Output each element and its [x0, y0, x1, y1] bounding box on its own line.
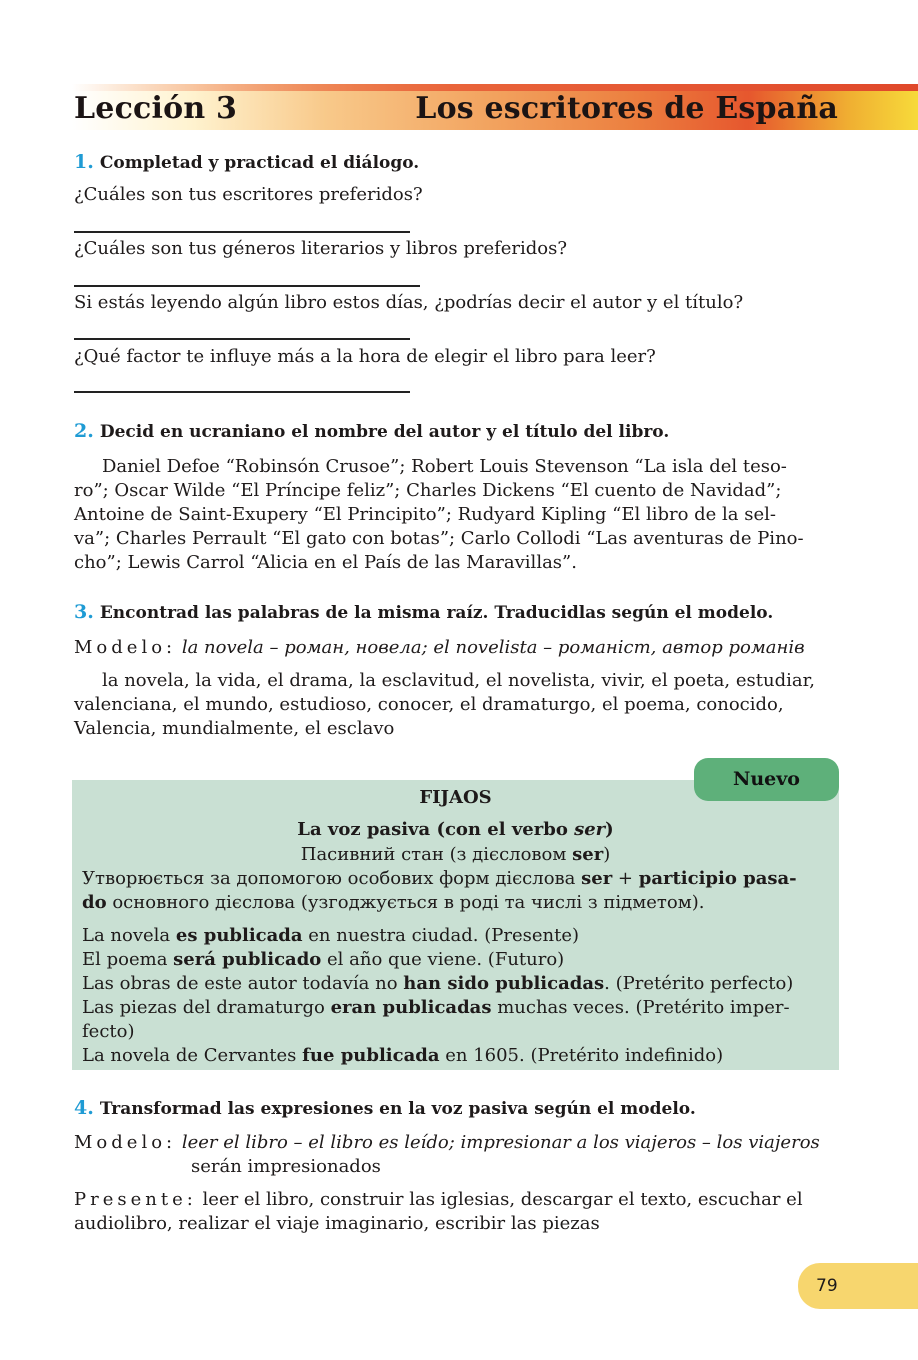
answer-line-1[interactable]: [74, 231, 410, 233]
subtitle-text: La voz pasiva (con el verbo: [297, 819, 575, 840]
example-passive: eran publicadas: [330, 997, 492, 1018]
rule-verb: ser: [581, 868, 613, 889]
exercise-number: 3.: [74, 601, 94, 623]
uk-verb: ser: [572, 844, 604, 865]
lesson-title: Los escritores de España: [415, 91, 838, 126]
uk-text-end: ): [603, 844, 611, 865]
model-continuation: serán impresionados: [191, 1156, 381, 1177]
example-line: [82, 924, 830, 948]
exercise-title: Decid en ucraniano el nombre del autor y el título del libro.: [99, 422, 670, 442]
paragraph-line: ro”; Oscar Wilde “El Príncipe feliz”; Charles Dickens “El cuento de Navidad”;: [74, 480, 782, 501]
paragraph-line: Antoine de Saint-Exupery “El Principito”; Rudyard Kipling “El libro de la sel-: [74, 504, 776, 525]
words-paragraph: [74, 669, 839, 741]
example-line: [82, 972, 830, 996]
paragraph-line: va”; Charles Perrault “El gato con botas”; Carlo Collodi “Las aventuras de Pino-: [74, 528, 804, 549]
answer-line-3[interactable]: [74, 338, 410, 340]
question-2: ¿Cuáles son tus géneros literarios y libros preferidos?: [74, 238, 568, 259]
example-text: el año que viene. (Futuro): [321, 949, 565, 970]
exercise-number: 2.: [74, 420, 94, 442]
uk-text: Пасивний стан (з дієсловом: [300, 844, 573, 865]
exercise-title: Transformad las expresiones en la voz pasiva según el modelo.: [99, 1099, 696, 1119]
paragraph-line: la novela, la vida, el drama, la esclavitud, el novelista, vivir, el poeta, estudiar,: [102, 670, 815, 691]
answer-line-4[interactable]: [74, 391, 410, 393]
example-text: Las piezas del dramaturgo: [82, 997, 331, 1018]
box-subtitle-uk: [72, 843, 839, 867]
example-line: [82, 996, 830, 1020]
exercise-title: Encontrad las palabras de la misma raíz. Traducidlas según el modelo.: [99, 603, 774, 623]
box-heading: FIJAOS: [419, 787, 492, 808]
rule-text: основного дієслова (узгоджується в роді та числі з підметом).: [106, 892, 705, 913]
example-text: fecto): [82, 1021, 135, 1042]
example-text: El poema: [82, 949, 174, 970]
exercise-title: Completad y practicad el diálogo.: [99, 153, 420, 173]
example-text: . (Pretérito perfecto): [604, 973, 794, 994]
exercise-number: 4.: [74, 1097, 94, 1119]
example-passive: es publicada: [175, 925, 303, 946]
model-example-3: [74, 636, 839, 660]
example-text: Las obras de este autor todavía no: [82, 973, 404, 994]
model-text: la novela – роман, новела; el novelista – романіст, автор романів: [181, 637, 805, 658]
page-number: 79: [816, 1276, 838, 1296]
paragraph-line: Daniel Defoe “Robinsón Crusoe”; Robert Louis Stevenson “La isla del teso-: [102, 456, 787, 477]
exercise-number: 1.: [74, 151, 94, 173]
example-passive: fue publicada: [302, 1045, 440, 1066]
example-text: muchas veces. (Pretérito imper-: [491, 997, 790, 1018]
model-label: Modelo:: [74, 1132, 177, 1153]
present-line: [74, 1188, 839, 1212]
rule-line-1: [82, 867, 830, 891]
question-4: ¿Qué factor te influye más a la hora de elegir el libro para leer?: [74, 346, 656, 367]
present-label: Presente:: [74, 1189, 197, 1210]
rule-participle-end: do: [82, 892, 107, 913]
lesson-number: Lección 3: [74, 91, 238, 126]
example-line: [82, 1020, 830, 1044]
model-example-4: [74, 1131, 839, 1155]
rule-text: Утворюється за допомогою особових форм дієслова: [82, 868, 582, 889]
example-text: La novela de Cervantes: [82, 1045, 303, 1066]
present-paragraph: [74, 1188, 839, 1236]
example-passive: han sido publicadas: [403, 973, 605, 994]
exercise-3-heading: [74, 601, 773, 623]
rule-participle: participio pasa-: [638, 868, 797, 889]
rule-line-2: [82, 891, 830, 915]
present-line-2: audiolibro, realizar el viaje imaginario, escribir las piezas: [74, 1213, 600, 1234]
exercise-2-heading: [74, 420, 669, 442]
box-subtitle: [72, 818, 839, 842]
question-1: ¿Cuáles son tus escritores preferidos?: [74, 184, 423, 205]
model-text: leer el libro – el libro es leído; impresionar a los viajeros – los viajeros: [181, 1132, 820, 1153]
header-banner-stripe: [72, 84, 918, 91]
paragraph-line: cho”; Lewis Carrol “Alicia en el País de las Maravillas”.: [74, 552, 577, 573]
subtitle-text-end: ): [605, 819, 614, 840]
example-line: [82, 948, 830, 972]
paragraph-line: Valencia, mundialmente, el esclavo: [74, 718, 395, 739]
example-text: en nuestra ciudad. (Presente): [302, 925, 580, 946]
exercise-1-heading: [74, 151, 419, 173]
paragraph-line: valenciana, el mundo, estudioso, conocer, el dramaturgo, el poema, conocido,: [74, 694, 784, 715]
example-line: [82, 1044, 830, 1068]
example-text: en 1605. (Pretérito indefinido): [439, 1045, 724, 1066]
authors-paragraph: [74, 455, 839, 575]
exercise-4-heading: [74, 1097, 696, 1119]
question-3: Si estás leyendo algún libro estos días, ¿podrías decir el autor y el título?: [74, 292, 744, 313]
model-label: Modelo:: [74, 637, 177, 658]
example-text: La novela: [82, 925, 176, 946]
new-badge: Nuevo: [694, 758, 839, 801]
present-text: leer el libro, construir las iglesias, descargar el texto, escuchar el: [196, 1189, 803, 1210]
answer-line-2[interactable]: [74, 285, 420, 287]
subtitle-verb: ser: [574, 819, 606, 840]
rule-plus: +: [612, 868, 639, 889]
example-passive: será publicado: [173, 949, 322, 970]
